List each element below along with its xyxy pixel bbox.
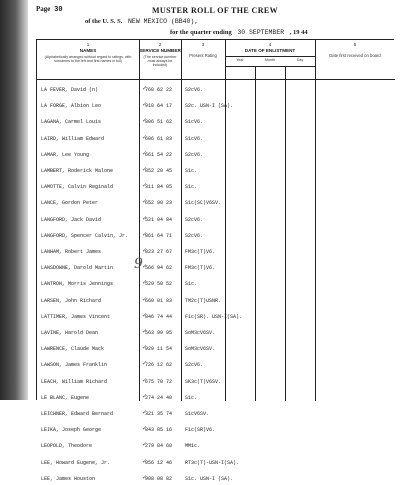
service-number: 566 94 62 [145, 265, 173, 272]
header-divider [225, 56, 315, 57]
check-mark-icon: ✓ [142, 441, 148, 449]
present-rating: S1cV6. [185, 119, 204, 126]
crew-name: LANHAM, Robert James [41, 249, 102, 255]
service-number: 563 99 95 [145, 330, 173, 336]
present-rating: SoM3cV6SV. [185, 330, 216, 336]
service-number: 852 20 45 [145, 168, 173, 174]
service-number: 910 64 17 [145, 103, 173, 110]
check-mark-icon: ✓ [142, 457, 148, 465]
crew-name: LANCE, Gordon Peter [41, 200, 99, 207]
crew-name: LANGFORD, Jack David [41, 216, 102, 223]
enlistment-header: DATE OF ENLISTMENT [244, 48, 296, 53]
table-row [37, 112, 395, 128]
present-rating: FM3c(T)V6. [185, 249, 216, 255]
service-number: 521 04 84 [145, 216, 173, 223]
service-number: 908 08 82 [145, 475, 173, 482]
table-row [37, 161, 395, 177]
crew-name: LAMOTTE, Calvin Reginald [41, 184, 114, 191]
present-rating: S1c. [185, 394, 198, 401]
crew-name: LE BLANC, Eugene [41, 394, 90, 401]
check-mark-icon: ✓ [142, 230, 148, 238]
table-row [37, 274, 395, 290]
table-row [37, 355, 395, 371]
table-row [37, 193, 395, 209]
check-mark-icon: ✓ [142, 279, 148, 287]
present-rating: S1c. USN-I (SA). [185, 475, 234, 482]
page-number-label [36, 5, 63, 14]
quarter-line [170, 29, 308, 36]
table-row [37, 291, 395, 307]
service-number: 652 90 23 [145, 200, 173, 207]
column-number: 2 [158, 42, 162, 47]
column-number: 5 [353, 42, 357, 47]
crew-name: LANSDOWNE, Darold Martin [41, 265, 114, 272]
table-row [37, 226, 395, 242]
service-number: 929 11 54 [145, 346, 173, 353]
present-rating: S1cV6. [185, 135, 204, 142]
crew-name: LANGFORD, Spencer Calvin, Jr. [41, 232, 129, 239]
present-rating-header: Present Rating [189, 53, 217, 58]
check-mark-icon: ✓ [142, 425, 148, 433]
check-mark-icon: ✓ [142, 247, 148, 254]
present-rating: S2cV6. [185, 232, 204, 239]
column-number: 3 [201, 42, 205, 47]
table-row [37, 388, 395, 404]
service-number: 606 61 83 [145, 135, 173, 142]
check-mark-icon: ✓ [142, 182, 148, 190]
service-number-subheader: (The service number must always be included) [143, 55, 177, 67]
enlistment-day-header: Day [296, 58, 304, 62]
table-row [37, 436, 395, 452]
present-rating: F1c(SR). USN-I(SA). [185, 313, 243, 320]
present-rating: S2cV6. [185, 216, 204, 223]
check-mark-icon: ✓ [142, 133, 148, 141]
table-row [37, 453, 395, 469]
scan-edge-shadow [0, 0, 28, 400]
table-row [37, 129, 395, 145]
quarter-prefix: for the quarter ending [170, 29, 232, 36]
crew-name: LAIRD, William Edward [41, 135, 105, 142]
check-mark-icon: ✓ [142, 360, 148, 368]
check-mark-icon: ✓ [142, 328, 148, 335]
check-mark-icon: ✓ [142, 198, 148, 206]
crew-name: LEACH, William Richard [41, 378, 108, 385]
present-rating: S1cV6SV. [185, 411, 210, 417]
service-number: 806 51 62 [145, 119, 173, 126]
ship-name: NEW MEXICO (BB40), [128, 18, 199, 25]
table-row [37, 242, 395, 258]
crew-name: LEIKA, Joseph George [41, 427, 102, 434]
crew-name: LAWSON, James Franklin [41, 362, 108, 369]
date-received-header: Date first received on board [329, 53, 381, 58]
service-number: 529 50 52 [145, 281, 173, 288]
service-number: 726 12 62 [145, 362, 173, 369]
service-number: 321 35 74 [145, 411, 173, 417]
present-rating: S1c. [185, 168, 198, 174]
present-rating: RT3c(T)-USN-I(SA). [185, 459, 240, 466]
page-label: Page [36, 5, 51, 13]
present-rating: S1c. [185, 281, 198, 288]
present-rating: S2cV6. [185, 362, 204, 369]
check-mark-icon: ✓ [142, 311, 148, 319]
service-number: 660 01 83 [145, 297, 173, 304]
crew-name: LAMAR, Lee Young [41, 151, 90, 158]
crew-name: LANTRON, Morris Jennings [41, 281, 114, 288]
present-rating: TM2c(T)USNR. [185, 297, 222, 304]
column-number: 4 [268, 42, 272, 47]
ship-line [85, 18, 198, 25]
service-number: 311 84 05 [145, 184, 173, 191]
service-number: 274 24 40 [145, 394, 173, 401]
crew-name: LA FEVER, David (n) [41, 87, 99, 93]
check-mark-icon: ✓ [142, 409, 148, 416]
check-mark-icon: ✓ [142, 392, 148, 400]
names-header: NAMES [79, 48, 97, 53]
present-rating: S2c. USN-I (SA). [185, 103, 234, 110]
present-rating: S2cV6. [185, 151, 204, 158]
table-row [37, 339, 395, 355]
roster-table [36, 39, 394, 482]
check-mark-icon: ✓ [142, 166, 148, 173]
service-number: 861 64 71 [145, 232, 173, 239]
present-rating: FM3c(T)V6. [185, 265, 216, 272]
table-row [37, 258, 395, 274]
service-number: 279 84 60 [145, 443, 173, 450]
present-rating: S1c. [185, 184, 198, 191]
table-row [37, 404, 395, 420]
table-row [37, 80, 395, 96]
check-mark-icon: ✓ [142, 263, 148, 271]
check-mark-icon: ✓ [142, 149, 148, 157]
table-row [37, 372, 395, 388]
of-the-label: of the U. S. S. [85, 18, 123, 25]
column-number: 1 [86, 42, 90, 47]
crew-name: LAGANA, Carmel Louis [41, 119, 102, 126]
enlistment-month-header: Month [265, 58, 275, 62]
table-row [37, 96, 395, 112]
crew-name: LEOPOLD, Theodore [41, 443, 93, 450]
crew-name: LATTIMER, James Vincent [41, 313, 111, 320]
quarter-year: , 19 44 [289, 29, 308, 36]
service-number: 675 78 72 [145, 378, 173, 385]
service-number: 661 54 22 [145, 151, 173, 158]
enlistment-year-header: Year [236, 58, 244, 62]
table-row [37, 145, 395, 161]
check-mark-icon: ✓ [142, 295, 148, 303]
check-mark-icon: ✓ [142, 117, 148, 125]
present-rating: S1c(SC)V6SV. [185, 200, 222, 207]
crew-name: LEE, Howard Eugene, Jr. [41, 459, 111, 466]
table-row [37, 210, 395, 226]
quarter-date: 30 SEPTEMBER [237, 29, 285, 36]
service-number: 846 74 44 [145, 313, 173, 320]
service-number: 956 12 46 [145, 459, 173, 466]
crew-name: LAMBERT, Roderick Malone [41, 168, 114, 174]
check-mark-icon: ✓ [142, 101, 148, 109]
present-rating: MM1c. [185, 443, 201, 450]
table-row [37, 307, 395, 323]
table-row [37, 469, 395, 485]
table-row [37, 177, 395, 193]
present-rating: SK3c(T)V6SV. [185, 378, 222, 385]
crew-name: LAWRENCE, Claude Mack [41, 346, 105, 353]
check-mark-icon: ✓ [142, 214, 148, 222]
service-number: 843 85 16 [145, 427, 173, 434]
crew-name: LA FORGE, Albion Leo [41, 103, 102, 110]
pencil-annotation: 9 [134, 256, 143, 272]
header-divider [225, 66, 315, 67]
crew-name: LEICHNER, Edward Bernard [41, 411, 114, 417]
crew-name: LAVINE, Harold Dean [41, 330, 99, 336]
present-rating: F1c(SR)V6. [185, 427, 216, 434]
check-mark-icon: ✓ [142, 85, 148, 92]
check-mark-icon: ✓ [142, 473, 148, 481]
service-number: 823 27 67 [145, 249, 173, 255]
table-row [37, 323, 395, 339]
service-number-header: SERVICE NUMBER [139, 48, 181, 53]
page-number: 30 [54, 6, 63, 14]
crew-name: LEE, James Houston [41, 475, 96, 482]
table-row [37, 420, 395, 436]
document-title: MUSTER ROLL OF THE CREW [151, 6, 279, 15]
check-mark-icon: ✓ [142, 344, 148, 352]
crew-name: LARSEN, John Richard [41, 297, 102, 304]
present-rating: S2cV6. [185, 87, 204, 93]
check-mark-icon: ✓ [142, 376, 148, 384]
names-subheader: (Alphabetically arranged without regard to ratings, with surnames to the left and first names in full) [44, 55, 132, 63]
service-number: 760 62 22 [145, 87, 173, 93]
present-rating: SoM3cV6SV. [185, 346, 216, 353]
